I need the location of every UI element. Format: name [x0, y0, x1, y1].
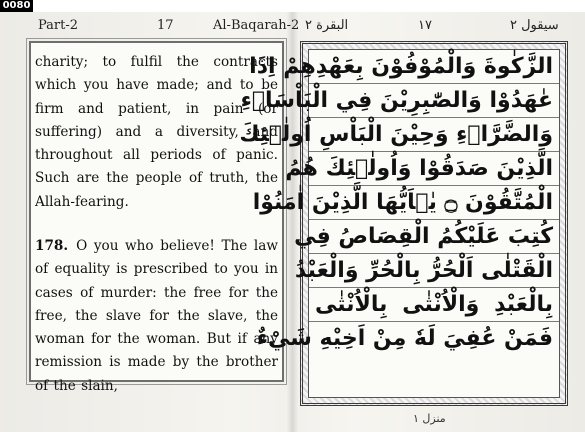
arabic-line: بِالْعَبْدِ وَالْاُنْثٰى بِالْاُنْثٰى: [309, 288, 559, 322]
arabic-line: الْقَتْلٰى اَلْحُرُّ بِالْحُرِّ وَالْعَبْدُ: [309, 254, 559, 288]
book-spread: [0, 12, 585, 432]
header-surah: Al-Baqarah-2: [213, 18, 300, 33]
arabic-header-page-number: ١٧: [418, 18, 432, 33]
arabic-line: فَمَنْ عُفِيَ لَهٗ مِنْ اَخِيْهِ شَيْءٌ: [256, 326, 553, 351]
arabic-text-block: [239, 49, 560, 398]
page-badge: 0080: [0, 0, 33, 12]
arabic-line: الَّذِيْنَ صَدَقُوْا وَاُولٰۤئِكَ هُمُ: [309, 152, 559, 186]
verse-178-text: O you who believe! The law of equality is prescribed to you in cases of murder: the free for the free, the slave for the slave, the woman for the woman. But if any remission is made by the brother of the slain,: [35, 238, 278, 394]
verse-178-paragraph: [35, 235, 278, 398]
verse-number: 178.: [35, 238, 69, 254]
arabic-line: الْمُتَّقُوْنَ ۝ يٰۤاَيُّهَا الَّذِيْنَ اٰمَنُوْا: [309, 186, 559, 220]
arabic-line: وَالضَّرَّاۤءِ وَحِيْنَ الْبَاْسِ اُولٰۤئِكَ: [309, 118, 559, 152]
arabic-header-surah: البقرة ٢: [305, 18, 349, 33]
translation-paragraph: charity; to fulfil the contracts which you have made; and to be firm and patient, in pain (or suffering) and a diversity, and throughout all periods of panic. Such are the people of truth, the Allah-fearing.: [35, 54, 278, 210]
arabic-text-frame: [239, 41, 568, 406]
header-page-number: 17: [157, 18, 174, 33]
arabic-line: عٰهَدُوْا وَالصّٰبِرِيْنَ فِي الْبَاْسَاۤءِ: [309, 84, 559, 118]
manzil-footer: منزل ١: [413, 412, 446, 425]
arabic-header-part: سيقول ٢: [510, 18, 559, 33]
arabic-line: الزَّكٰوةَ وَالْمُوْفُوْنَ بِعَهْدِهِمْ اِذَا: [309, 50, 559, 84]
header-part: Part-2: [38, 18, 79, 33]
arabic-line: كُتِبَ عَلَيْكُمُ الْقِصَاصُ فِي: [309, 220, 559, 254]
